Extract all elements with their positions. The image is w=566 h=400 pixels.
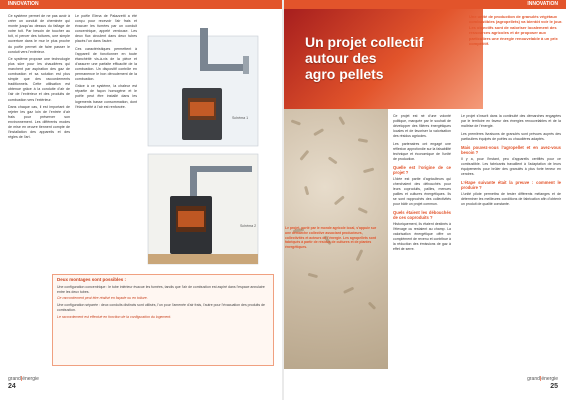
subheading: L’étape suivante était la preuve : comment le produire ? [461, 180, 561, 190]
paragraph: Dans chaque cas, il est important de rejeter les gaz loin de l’entrée d’air frais pour préserver son environnement. Les différents modes de mise en œuvre tiennent compte de l’installation des appareils et des règles de l’art. [8, 104, 70, 140]
right-page [283, 0, 566, 400]
schema-label-1: Schéma 1 [232, 116, 249, 120]
info-box-paragraph: Une configuration concentrique : le tube intérieur évacue les fumées, tandis que l’air de combustion est aspiré dans l’espace annulaire entre les deux tubes. [57, 284, 265, 294]
pellets-caption-text: Le projet, porté par le monde agricole local, s’appuie sur une démarche collective associant producteurs, collectivités et acteurs de l’énergie. Les agropellets sont fabriqués à partir de résidus de cultures et de plantes énergétiques. [285, 226, 377, 250]
wall-terminal [243, 56, 249, 74]
schema-label-2: Schéma 2 [240, 224, 257, 228]
title-line: Un projet collectif [305, 34, 424, 50]
flue-pipe-lower-horizontal [190, 166, 252, 172]
page-number-right: 25 [550, 383, 558, 390]
right-section-header: INNOVATION [283, 0, 566, 9]
paragraph: Les partenaires ont engagé une réflexion approfondie sur la faisabilité technique et économique de l’unité de production. [393, 142, 451, 161]
page-number-left: 24 [8, 383, 16, 390]
flue-pipe-horizontal [200, 64, 245, 71]
paragraph: L’unité pilote permettra de tester différents mélanges et de déterminer les meilleures conditions de fabrication afin d’obtenir un produit de qualité constante. [461, 192, 561, 206]
logo-part: énergie [22, 376, 39, 382]
logo-part: grand [527, 376, 540, 382]
left-column-1 [8, 14, 70, 140]
stove-installation-illustration [140, 26, 280, 271]
floor [148, 254, 258, 264]
subheading: Quels étaient les débouchés de ces coproduits ? [393, 210, 451, 220]
title-line: agro pellets [305, 66, 384, 82]
paragraph: Le projet s’inscrit dans la continuité des démarches engagées par le territoire en faveur des énergies renouvelables et de la maîtrise de l’énergie. [461, 114, 561, 128]
logo-part: grand [8, 376, 21, 382]
logo-separator: | [539, 376, 542, 382]
left-section-header: INNOVATION [0, 0, 283, 9]
flue-pipe-vertical [200, 28, 208, 68]
right-column-2 [461, 114, 561, 210]
stove-lower-flame [178, 211, 204, 227]
magazine-logo [8, 376, 39, 382]
paragraph: Les premières livraisons de granulés sont prévues auprès des particuliers équipés de poêles ou chaudières adaptés. [461, 132, 561, 141]
subheading: Mais pouvez-vous l’agropellet et en avez-vous besoin ? [461, 145, 561, 155]
paragraph: Ce système permet de ne pas avoir à créer un conduit de cheminée qui monte jusqu’au dessus du faîtage de votre toit. Par besoin de toucher au toit, ni percer des toitures, une simple ouverture dans le mur le plus proche du poêle permet de faire passer le conduit vers l’extérieur. [8, 14, 70, 54]
left-column-2 [75, 14, 137, 110]
paragraph: Historiquement, ils étaient destinés à l’élevage ou restaient au champ. La valorisation énergétique offre un complément de revenu et contribue à la réduction des émissions de gaz à effet de serre. [393, 222, 451, 251]
paragraph: Grâce à ce système, la chaleur est répartie de façon homogène et le poêle peut être installé dans les logements basse consommation, dont l’étanchéité à l’air est renforcée. [75, 84, 137, 109]
title-line: autour des [305, 50, 377, 66]
stove-upper-flame [190, 102, 214, 116]
info-box-note: Le raccordement est effectué en fonction de la configuration du logement. [57, 314, 172, 319]
right-column-1 [393, 114, 451, 255]
article-title [305, 34, 423, 82]
article-intro: Une unité de production de granulés végétaux combustibles (agropellets) va bientôt voir le jour. Les objectifs sont de valoriser localement des ressources agricoles et de proposer aux particuliers une énergie renouvelable à un prix compétitif. [469, 14, 563, 47]
subheading: Quelle est l’origine de ce projet ? [393, 165, 451, 175]
paragraph: Ces caractéristiques permettent à l’appareil de fonctionner en toute étanchéité vis-à-vis de la pièce et d’assurer une parfaite efficacité de la combustion. Un dispositif contrôle en permanence le bon déroulement de la combustion. [75, 46, 137, 82]
info-box-title: Deux montages sont possibles : [57, 277, 127, 282]
info-box-note: Ce raccordement peut être réalisé en façade ou en toiture. [57, 296, 148, 301]
paragraph: Le poêle Elena de Palazzetti a été conçu pour recevoir l’air frais et évacuer les fumées par un conduit concentrique, appelé ventouse. Les deux flux circulent dans deux tubes placés l’un dans l’autre. [75, 14, 137, 44]
logo-part: énergie [541, 376, 558, 382]
info-box-paragraph: Une configuration séparée : deux conduits distincts sont utilisés, l’un pour l’amenée d’air frais, l’autre pour l’évacuation des produits de combustion. [57, 303, 265, 312]
paragraph: Ce projet est né d’une volonté politique, marquée par le souhait de développer des filières énergétiques locales et de favoriser la valorisation des résidus agricoles. [393, 114, 451, 138]
magazine-logo [527, 376, 558, 382]
spine-gutter [282, 0, 284, 400]
logo-separator: | [20, 376, 23, 382]
paragraph: Ce système propose une technologie plus sûre pour les chaudières qui marchent par aspiration des gaz de combustion et sa solution est plus simple que des raccordements traditionnels. Cette utilisation est obtenue grâce à la conduite d’air de l’air de l’extérieur et des produits de combustion vers l’extérieur. [8, 56, 70, 102]
paragraph: Il y a, pour l’instant, peu d’appareils certifiés pour ce combustible. Les fabricants travaillent à l’adaptation de leurs équipements pour brûler des granulés à plus forte teneur en cendres. [461, 157, 561, 176]
paragraph: L’idée est partie d’agriculteurs qui cherchaient des débouchés pour leurs coproduits, pailles, menues pailles et cultures énergétiques. Ils se sont rapprochés des collectivités pour bâtir un projet commun. [393, 177, 451, 206]
info-box [52, 274, 274, 366]
